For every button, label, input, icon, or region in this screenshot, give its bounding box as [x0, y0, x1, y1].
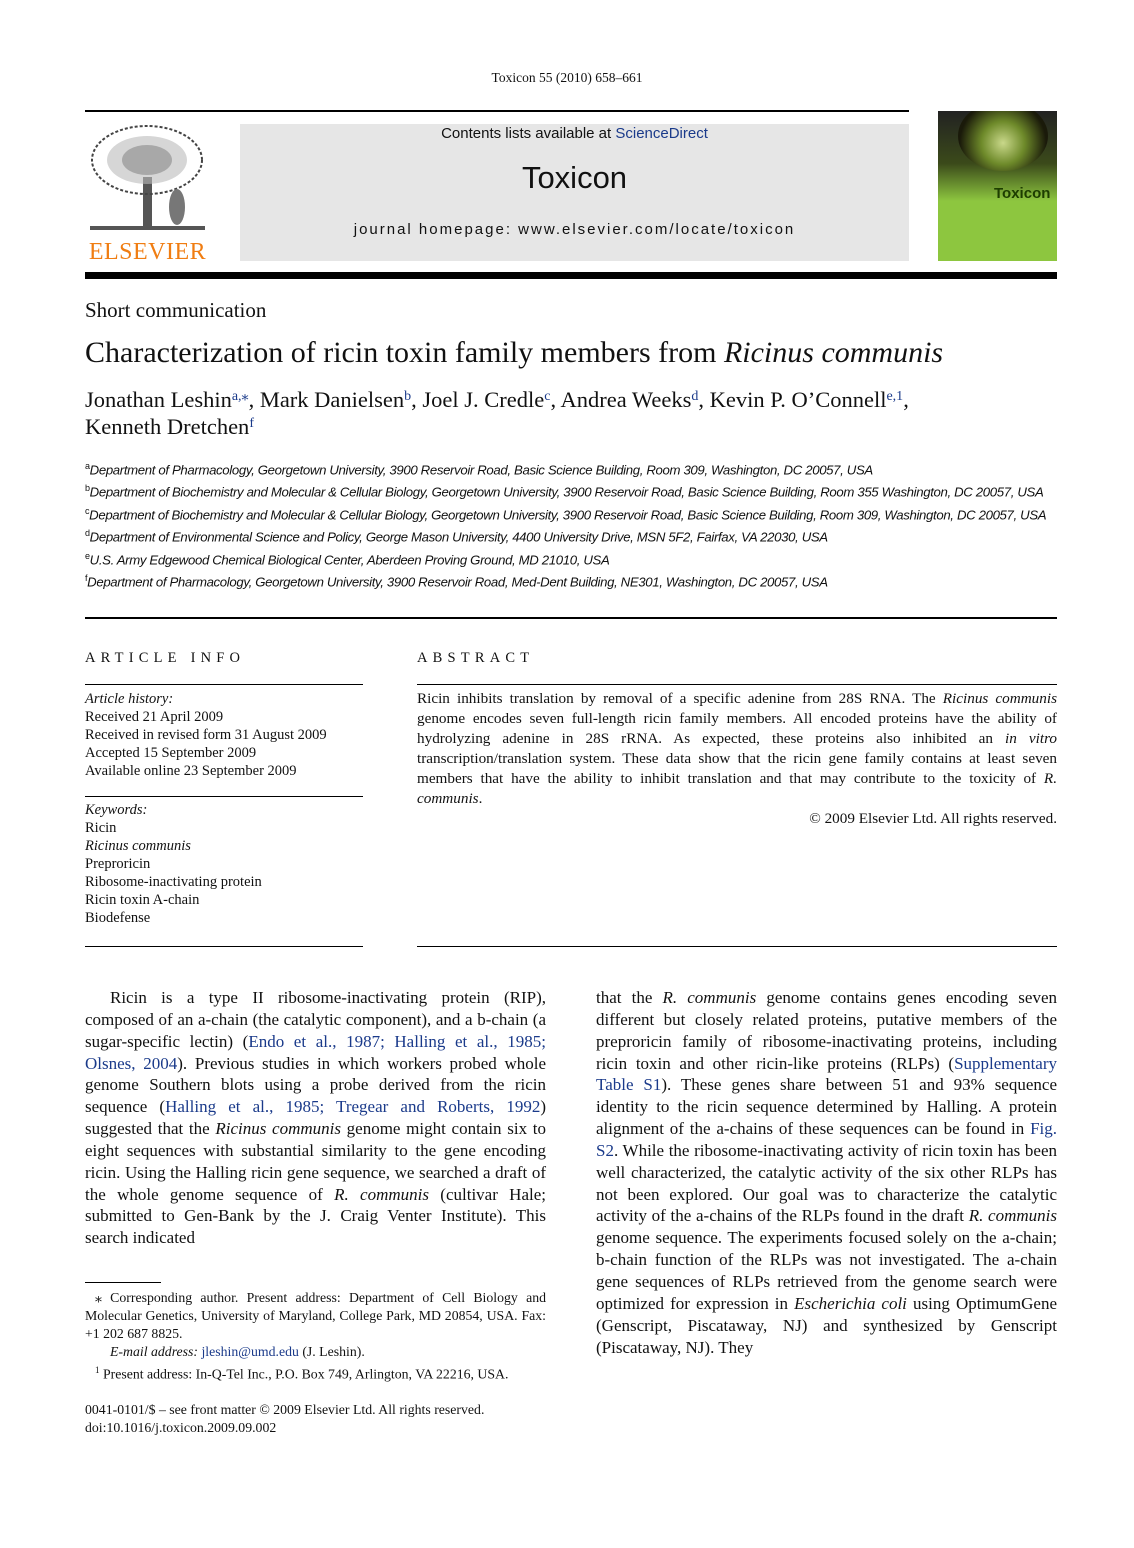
author-affiliation-marker[interactable]: a,⁎: [231, 389, 249, 404]
text-segment: using OptimumGene (Genscript, Piscataway, NJ) and synthesized by Genscript (Piscataway, NJ). They: [596, 1293, 1057, 1357]
keyword: Preproricin: [85, 856, 151, 872]
article-title: [85, 336, 1065, 370]
author-separator: ,: [698, 387, 710, 412]
author-name[interactable]: Jonathan Leshin: [85, 387, 232, 412]
history-label: Article history:: [85, 691, 174, 707]
text-segment: R. communis: [968, 1206, 1057, 1226]
article-info-bottom-rule: [85, 946, 363, 947]
elsevier-tree-icon: [85, 122, 210, 234]
affiliation: [85, 479, 1057, 501]
history-date: Available online 23 September 2009: [85, 763, 297, 779]
front-matter: [85, 1401, 546, 1437]
journal-homepage-link[interactable]: journal homepage: www.elsevier.com/locate/toxicon: [353, 221, 796, 238]
header-divider: [85, 272, 1057, 279]
affiliation-text: Department of Biochemistry and Molecular & Cellular Biology, Georgetown University, 3900 Reservoir Road, Basic Science Building, Room 355 Washington, DC 20057, USA: [89, 484, 1044, 500]
article-history: [85, 690, 363, 780]
text-segment: (cultivar Hale; submitted to Gen-Bank by the J. Craig Venter Institute). This search indicated: [85, 1184, 546, 1248]
author-separator: ,: [411, 387, 423, 412]
abstract-text: [417, 689, 1057, 829]
affiliation: [85, 457, 1057, 479]
email-owner: (J. Leshin).: [298, 1344, 365, 1359]
citation-link[interactable]: Halling et al., 1985; Tregear and Roberts, 1992: [165, 1097, 541, 1117]
footnote-rule: [85, 1282, 161, 1283]
article-type: Short communication: [85, 298, 267, 322]
body-column-left: [85, 987, 546, 1249]
contents-label: Contents lists available at: [441, 125, 616, 142]
author-name[interactable]: Joel J. Credle: [422, 387, 545, 412]
text-segment: genome contains genes encoding seven different but closely related proteins, putative members of the preproricin family of ribosome-inactivating proteins, including ricin toxin and other ricin-like proteins (RLPs) (: [596, 988, 1057, 1073]
text-segment: Ricinus communis: [942, 690, 1057, 707]
author-name[interactable]: Kenneth Dretchen: [85, 414, 250, 439]
email-link[interactable]: jleshin@umd.edu: [201, 1344, 299, 1359]
keyword: Ricinus communis: [85, 838, 191, 854]
affiliation-text: Department of Pharmacology, Georgetown University, 3900 Reservoir Road, Med-Dent Building, NE301, Washington, DC 20057, USA: [87, 574, 828, 590]
article-info-heading: ARTICLE INFO: [85, 650, 246, 666]
keyword: Ricin: [85, 820, 117, 836]
affiliation-marker: b: [85, 483, 90, 494]
article-info-rule: [85, 684, 363, 685]
citation-link[interactable]: Fig. S2: [596, 1119, 1057, 1160]
keywords-label: Keywords:: [85, 802, 148, 818]
text-segment: R. communis: [334, 1184, 429, 1204]
text-segment: R. communis: [662, 988, 757, 1007]
abstract-copyright: © 2009 Elsevier Ltd. All rights reserved.: [809, 810, 1057, 827]
history-date: Accepted 15 September 2009: [85, 745, 257, 761]
author-name[interactable]: Andrea Weeks: [560, 387, 692, 412]
text-segment: .: [478, 790, 483, 807]
journal-citation: Toxicon 55 (2010) 658–661: [491, 70, 643, 85]
text-segment: in vitro: [1005, 730, 1058, 747]
text-segment: genome sequence. The experiments focused solely on the a-chain; b-chain function of the RLPs was not investigated. The a-chain gene sequences of RLPs retrieved from the genome search were optimized for expression in: [596, 1228, 1057, 1313]
citation-link[interactable]: Supplementary Table S1: [596, 1053, 1057, 1095]
text-segment: Ricin is a type II ribosome-inactivating protein (RIP), composed of an a-chain (the catalytic component), and a b-chain (a sugar-specific lectin) (: [85, 988, 546, 1051]
elsevier-logo[interactable]: [85, 122, 210, 265]
text-segment: ). Previous studies in which workers probed whole genome Southern blots using a probe derived from the ricin sequence (: [85, 1053, 547, 1117]
keywords: [85, 801, 363, 927]
history-date: Received 21 April 2009: [85, 709, 224, 725]
abstract-heading: ABSTRACT: [417, 650, 535, 666]
title-text: Characterization of ricin toxin family members from: [85, 336, 724, 369]
section-divider: [85, 617, 1057, 619]
text-segment: genome encodes seven full-length ricin family members. All encoded proteins have the ability of hydrolyzing adenine in 28S rRNA. As expected, these proteins also inhibited an: [417, 710, 1057, 747]
cover-title: Toxicon: [994, 185, 1051, 202]
text-segment: that the: [596, 988, 663, 1007]
email-label: E-mail address:: [110, 1344, 202, 1359]
affiliation: [85, 547, 1057, 569]
affiliation-text: U.S. Army Edgewood Chemical Biological Center, Aberdeen Proving Ground, MD 21010, USA: [89, 551, 610, 567]
text-segment: genome might contain six to eight sequences with substantial similarity to the gene encoding ricin. Using the Halling ricin gene sequence, we searched a draft of the whole genome sequence of: [85, 1119, 546, 1204]
journal-masthead: [240, 124, 909, 261]
author-affiliation-marker[interactable]: e,1: [886, 389, 904, 404]
author-name[interactable]: Mark Danielsen: [259, 387, 405, 412]
author-affiliation-marker[interactable]: d: [691, 389, 699, 404]
journal-cover-image[interactable]: [938, 111, 1057, 261]
author-separator: ,: [550, 387, 561, 412]
affiliation-marker: e: [85, 550, 90, 561]
title-species: Ricinus communis: [723, 336, 944, 369]
affiliation: [85, 569, 1057, 591]
author-separator: ,: [248, 387, 260, 412]
text-segment: Ricin inhibits translation by removal of a specific adenine from 28S RNA. The: [417, 690, 943, 707]
affiliation-text: Department of Biochemistry and Molecular & Cellular Biology, Georgetown University, 3900 Reservoir Road, Basic Science Building, Room 309, Washington, DC 20057, USA: [89, 507, 1047, 523]
author-list: [85, 386, 1060, 440]
text-segment: Escherichia coli: [794, 1293, 907, 1313]
keyword: Biodefense: [85, 910, 151, 926]
contents-line: [240, 125, 909, 142]
text-segment: R. communis: [417, 770, 1057, 807]
author-affiliation-marker[interactable]: b: [404, 389, 412, 404]
text-segment: ). These genes share between 51 and 93% sequence identity to the ricin sequence determined by Halling. A protein alignment of the a-chains of these sequences can be found in: [596, 1075, 1057, 1139]
keywords-rule: [85, 796, 363, 797]
abstract-rule: [417, 684, 1057, 685]
front-matter-line: 0041-0101/$ – see front matter © 2009 Elsevier Ltd. All rights reserved.: [85, 1402, 485, 1417]
affiliation-marker: a: [85, 461, 90, 471]
author-separator: ,: [903, 387, 909, 412]
header-rule: [85, 110, 909, 112]
abstract-bottom-rule: [417, 946, 1057, 947]
doi[interactable]: doi:10.1016/j.toxicon.2009.09.002: [85, 1420, 277, 1435]
affiliation-marker: c: [85, 505, 90, 516]
author-affiliation-marker[interactable]: f: [249, 416, 254, 431]
history-date: Received in revised form 31 August 2009: [85, 727, 327, 743]
cover-snake-image: [958, 111, 1048, 171]
text-segment: transcription/translation system. These data show that the ricin gene family contains at least seven members that have the ability to inhibit translation and that may contribute to the toxicity of: [417, 750, 1057, 787]
footnotes: [85, 1289, 546, 1384]
text-segment: . While the ribosome-inactivating activity of ricin toxin has been well characterized, the catalytic activity of the six other RLPs has not been explored. Our goal was to characterize the catalytic activity of the a-chains of the RLPs found in the draft: [596, 1140, 1057, 1226]
footnote-marker: 1: [95, 1365, 100, 1375]
text-segment: ) suggested that the: [85, 1097, 546, 1139]
citation-link[interactable]: Endo et al., 1987; Halling et al., 1985; Olsnes, 2004: [85, 1031, 546, 1073]
journal-name: Toxicon: [521, 160, 628, 195]
affiliations: [85, 457, 1057, 591]
keyword: Ricin toxin A-chain: [85, 892, 200, 908]
keyword: Ribosome-inactivating protein: [85, 874, 262, 890]
text-segment: Ricinus communis: [215, 1119, 341, 1139]
affiliation: [85, 524, 1057, 546]
affiliation-text: Department of Environmental Science and Policy, George Mason University, 4400 University Drive, MSN 5F2, Fairfax, VA 22030, USA: [89, 529, 828, 545]
elsevier-wordmark: ELSEVIER: [88, 239, 207, 265]
affiliation: [85, 502, 1057, 524]
affiliation-marker: f: [85, 572, 88, 583]
author-affiliation-marker[interactable]: c: [544, 389, 551, 404]
author-name[interactable]: Kevin P. O’Connell: [709, 387, 887, 412]
sciencedirect-link[interactable]: ScienceDirect: [615, 125, 708, 142]
corresponding-author-note: ⁎ Corresponding author. Present address: Department of Cell Biology and Molecular Genetics, University of Maryland, College Park, MD 20854, USA. Fax: +1 202 687 8825.: [85, 1290, 546, 1341]
footnote-1: Present address: In-Q-Tel Inc., P.O. Box 749, Arlington, VA 22216, USA.: [99, 1366, 509, 1382]
affiliation-marker: d: [85, 528, 90, 539]
affiliation-text: Department of Pharmacology, Georgetown University, 3900 Reservoir Road, Basic Science Building, Room 309, Washington, DC 20057, USA: [89, 462, 873, 478]
body-column-right: [596, 987, 1057, 1358]
